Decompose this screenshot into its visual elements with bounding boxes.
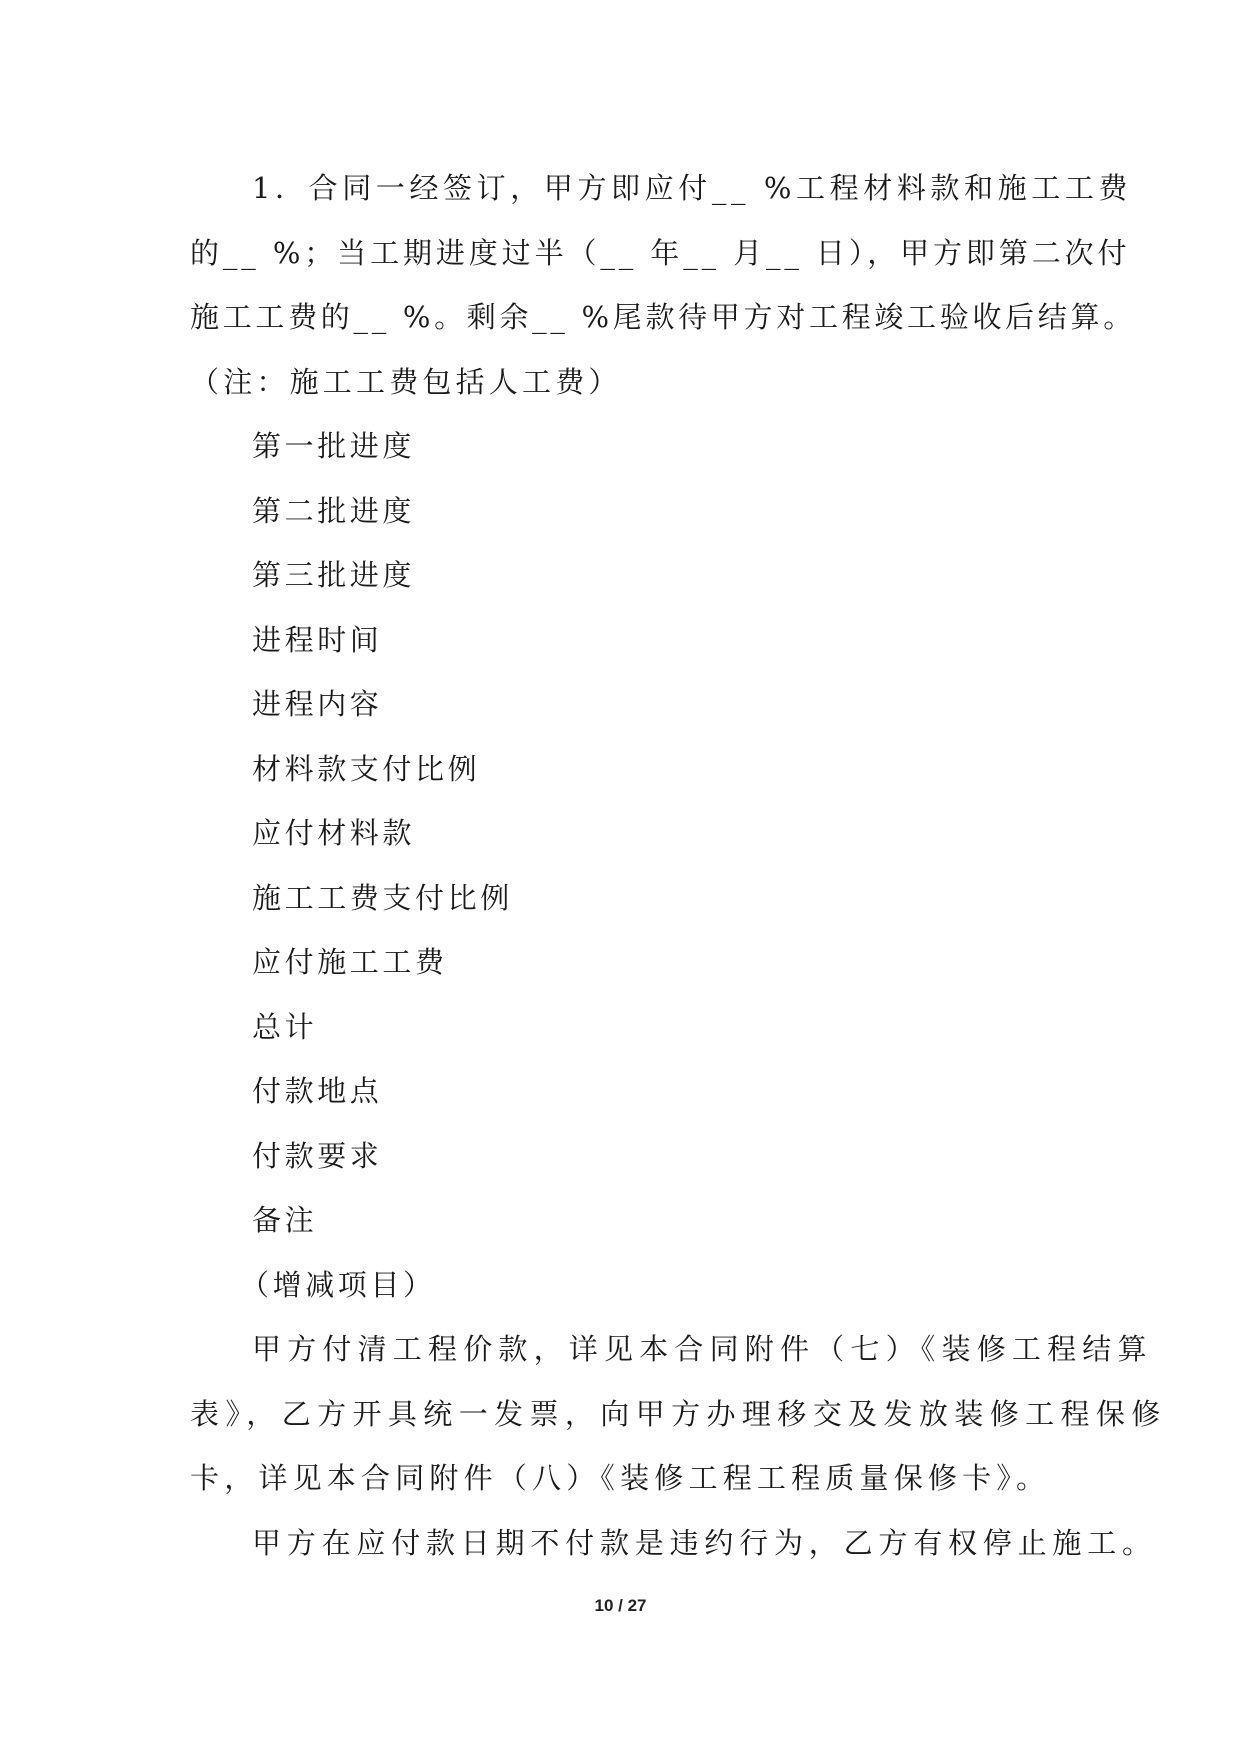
paragraph-1-line-2: 的__ %；当工期进度过半（__ 年__ 月__ 日），甲方即第二次付 [190, 235, 1131, 270]
list-item: 材料款支付比例 [252, 751, 481, 786]
list-item: 总计 [252, 1009, 318, 1044]
list-item: 进程内容 [252, 687, 383, 721]
list-item: 第一批进度 [252, 429, 416, 463]
document-body [190, 156, 1167, 1575]
page-number: 10 / 27 [594, 1596, 647, 1615]
paragraph-2-line-2: 表》，乙方开具统一发票，向甲方办理移交及发放装修工程保修 [190, 1396, 1167, 1431]
list-item: （增减项目） [240, 1267, 436, 1302]
list-item: 应付材料款 [252, 816, 416, 850]
list-item: 进程时间 [252, 622, 383, 657]
list-item: 付款要求 [252, 1138, 383, 1173]
list-item: 付款地点 [252, 1074, 383, 1108]
list-item: 施工工费支付比例 [252, 880, 513, 915]
paragraph-1-note: （注：施工工费包括人工费） [190, 364, 622, 399]
paragraph-1-line-1: 1．合同一经签订，甲方即应付__ %工程材料款和施工工费 [252, 171, 1133, 205]
paragraph-2-line-1: 甲方付清工程价款，详见本合同附件（七）《装修工程结算 [252, 1332, 1153, 1366]
paragraph-3: 甲方在应付款日期不付款是违约行为，乙方有权停止施工。 [252, 1525, 1157, 1560]
list-item: 第三批进度 [252, 558, 416, 592]
list-item: 备注 [252, 1203, 318, 1237]
paragraph-1-line-3: 施工工费的__ %。剩余__ %尾款待甲方对工程竣工验收后结算。 [190, 300, 1136, 334]
list-item: 应付施工工费 [252, 945, 448, 979]
paragraph-2-line-3: 卡，详见本合同附件（八）《装修工程工程质量保修卡》。 [190, 1461, 1051, 1495]
list-item: 第二批进度 [252, 493, 416, 528]
